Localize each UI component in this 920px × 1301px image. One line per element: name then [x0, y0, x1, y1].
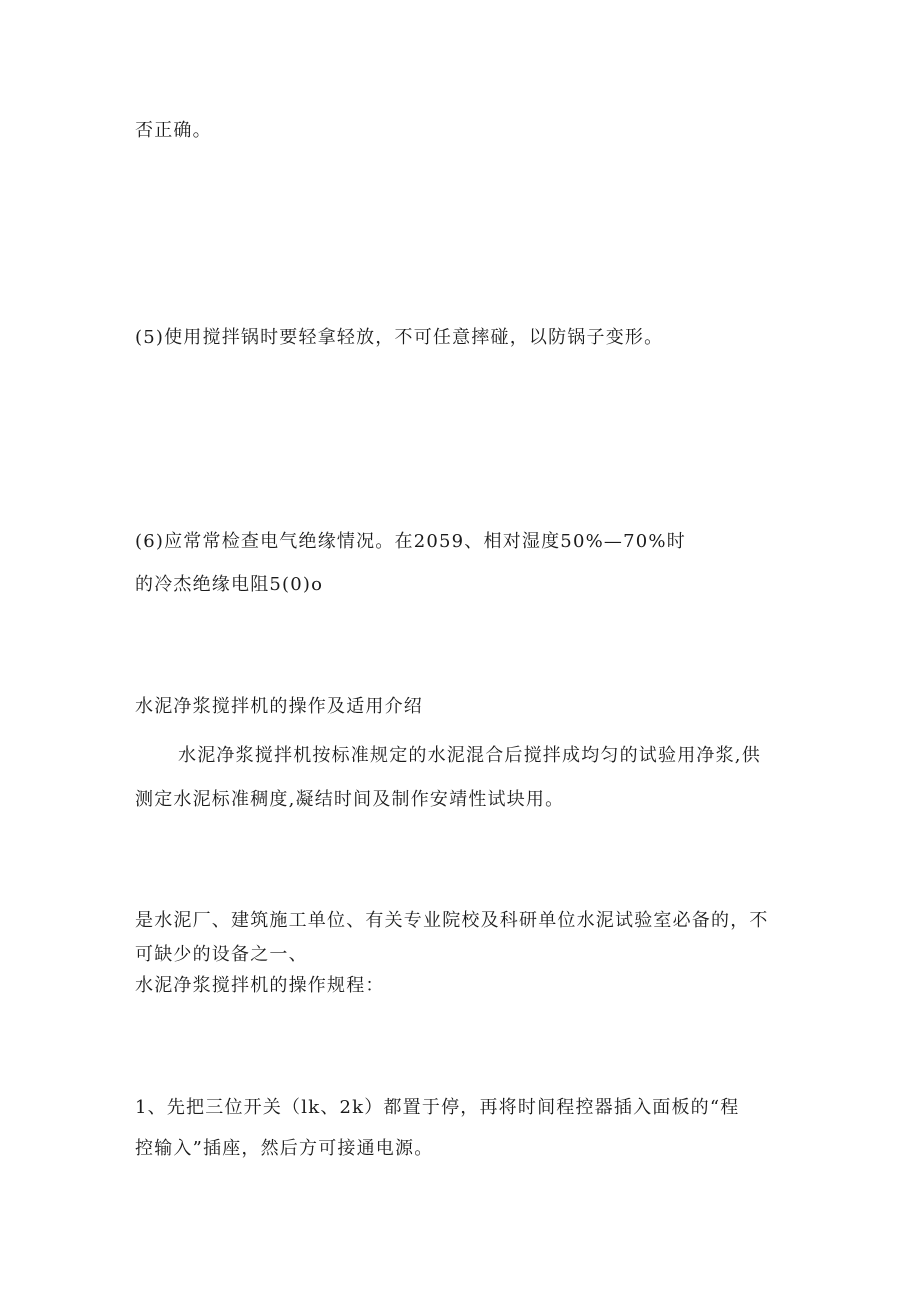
step-1-line-2: 控输入”插座，然后方可接通电源。: [135, 1138, 434, 1159]
paragraph-line-2: 测定水泥标准稠度,凝结时间及制作安靖性试块用。: [135, 789, 565, 810]
step-1-line-1: 1、先把三位开关（lk、2k）都置于停，再将时间程控器插入面板的“程: [135, 1097, 740, 1118]
paragraph-line-3: 是水泥厂、建筑施工单位、有关专业院校及科研单位水泥试验室必备的，不: [135, 910, 769, 931]
text-line-item-6: (6)应常常检查电气绝缘情况。在2059、相对湿度50%—70%时: [135, 531, 686, 552]
procedure-heading: 水泥净浆搅拌机的操作规程：: [135, 975, 385, 996]
text-line-item-5: (5)使用搅拌锅时要轻拿轻放，不可任意摔碰，以防锅子变形。: [135, 327, 664, 348]
paragraph-line-4: 可缺少的设备之一、: [135, 944, 308, 965]
text-line-item-6-cont: 的冷杰绝缘电阻5(0)o: [135, 574, 324, 595]
paragraph-line-1: 水泥净浆搅拌机按标准规定的水泥混合后搅拌成均匀的试验用净浆,供: [178, 745, 761, 766]
section-heading: 水泥净浆搅拌机的操作及适用介绍: [135, 696, 423, 717]
text-line-continuation: 否正确。: [135, 120, 212, 141]
